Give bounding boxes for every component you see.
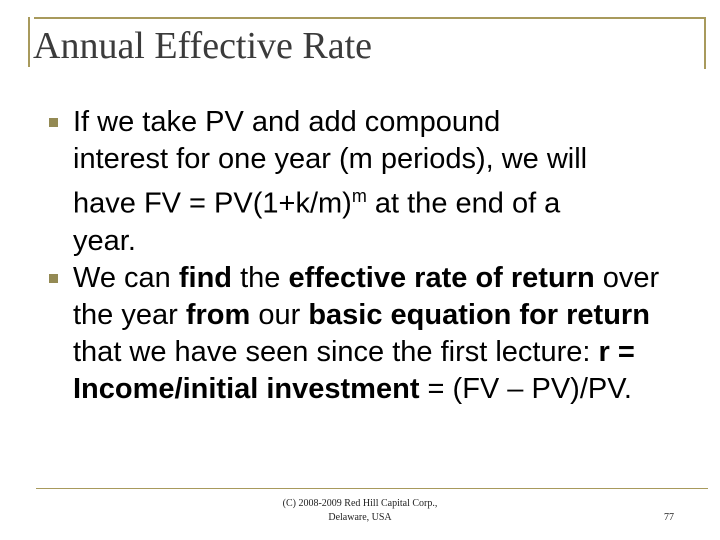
bullet-1-line-4: year. xyxy=(73,224,136,257)
bullet-text-1 xyxy=(73,104,689,260)
text-segment: We can xyxy=(73,261,179,294)
bullet-list xyxy=(49,104,689,408)
bold-segment: find xyxy=(178,261,233,294)
bullet-1-line-2: interest for one year (m periods), we will xyxy=(73,143,588,175)
page-number: 77 xyxy=(664,512,674,523)
exponent: m xyxy=(351,186,367,206)
title-frame-right-line xyxy=(704,17,706,69)
text-segment: our xyxy=(250,298,309,331)
bullet-item-2 xyxy=(49,260,689,408)
text-segment: the xyxy=(232,261,289,294)
square-bullet-icon xyxy=(49,274,58,283)
bold-segment: basic equation for return xyxy=(308,298,650,331)
bullet-1-line-3: have FV = PV(1+k/m) xyxy=(73,187,352,220)
title-frame-left-line xyxy=(28,17,30,67)
bullet-text-2 xyxy=(73,260,689,408)
title-frame-top-line xyxy=(34,17,706,19)
text-segment: = (FV – PV)/PV. xyxy=(419,372,632,405)
footer-line-2: Delaware, USA xyxy=(328,512,392,523)
footer-divider xyxy=(36,488,708,489)
text-segment: that we have seen since the first lecture: xyxy=(73,335,599,368)
square-bullet-icon xyxy=(49,118,58,127)
footer-credit xyxy=(262,497,458,525)
bold-segment: from xyxy=(185,298,251,331)
bold-segment: effective rate of return xyxy=(288,261,595,294)
bold-segment: r = Income/initial investment xyxy=(73,335,635,405)
bullet-item-1 xyxy=(49,104,689,260)
bullet-1-line-1: If we take PV and add compound xyxy=(73,106,501,138)
slide-title: Annual Effective Rate xyxy=(33,25,373,67)
bullet-1-line-3-end: at the end of a xyxy=(366,187,561,220)
footer-line-1: (C) 2008-2009 Red Hill Capital Corp., xyxy=(282,498,438,509)
text-segment: over the year xyxy=(73,261,660,331)
